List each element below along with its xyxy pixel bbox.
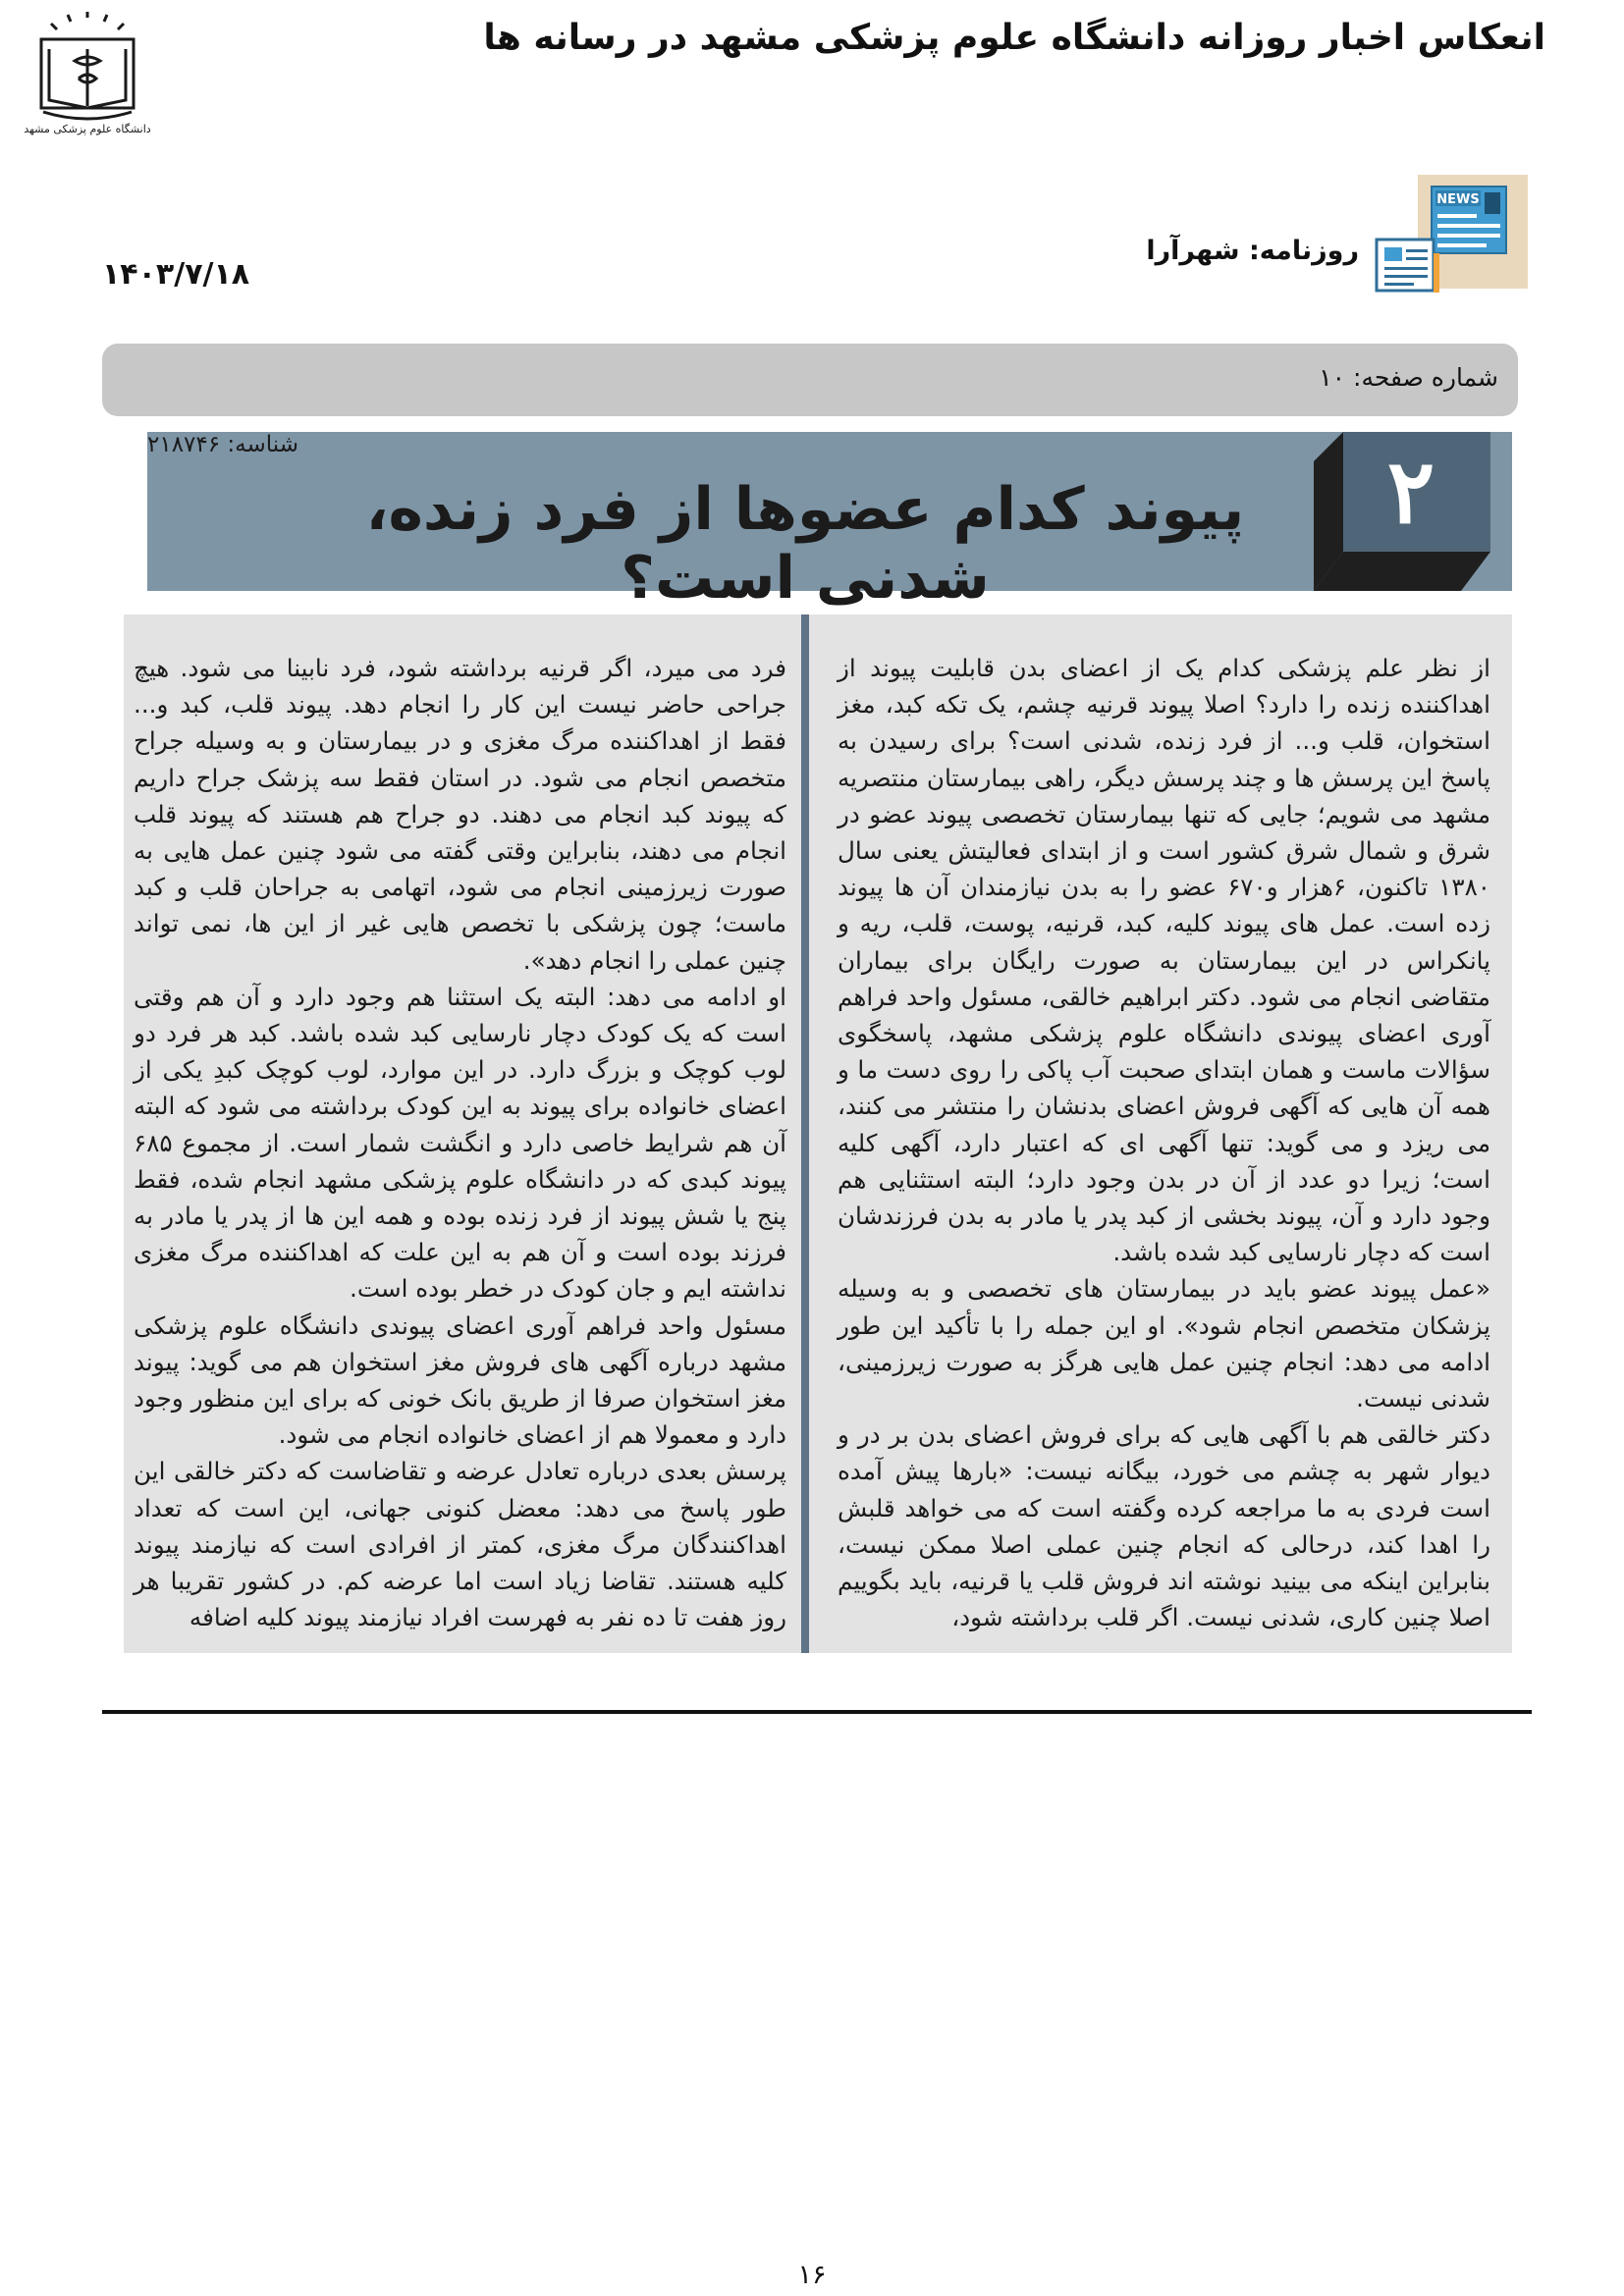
paragraph: فرد می میرد، اگر قرنیه برداشته شود، فرد نابینا می شود. هیچ جراحی حاضر نیست این کار را انجام دهد. پیوند قلب، کبد و... فقط از اهداکننده مرگ مغزی و در بیمارستان و به وسیله جراح متخصص انجام می شود. در استان فقط سه پزشک جراح داریم که پیوند کبد انجام می دهند. دو جراح هم هستند که پیوند قلب انجام می دهند، بنابراین وقتی گفته می شود چنین عمل هایی به صورت زیرزمینی انجام می شود، اتهامی به جراحان قلب و کبد ماست؛ چون پزشکی با تخصص هایی غیر از این ها، نمی تواند چنین عملی را انجام دهد». (134, 654, 786, 975)
page-number-bar (102, 344, 1518, 416)
article-number: ۲ (1386, 440, 1435, 544)
newspaper-icon (1375, 175, 1528, 294)
page-number: شماره صفحه: ۱۰ (1319, 363, 1498, 392)
paragraph: پرسش بعدی درباره تعادل عرضه و تقاضاست که دکتر خالقی این طور پاسخ می دهد: معضل کنونی جهانی، این است که تعداد اهداکنندگان مرگ مغزی، کمتر از افرادی است که نیازمند پیوند کلیه هستند. تقاضا زیاد است اما عرضه کم. در کشور تقریبا هر روز هفت تا ده نفر به فهرست افراد نیازمند پیوند کلیه اضافه (134, 1457, 786, 1632)
newspaper-name: روزنامه: شهرآرا (1146, 236, 1359, 266)
article-column-left (134, 650, 786, 1635)
publication-date: ۱۴۰۳/۷/۱۸ (102, 257, 250, 292)
article-title: پیوند کدام عضوها از فرد زنده، شدنی است؟ (365, 475, 1245, 613)
paragraph: مسئول واحد فراهم آوری اعضای پیوندی دانشگاه علوم پزشکی مشهد درباره آگهی های فروش مغز استخوان هم می گوید: پیوند مغز استخوان صرفا از طریق بانک خونی که برای این منظور وجود دارد و معمولا هم از اعضای خانواده انجام می شود. (134, 1310, 786, 1450)
header-title: انعکاس اخبار روزانه دانشگاه علوم پزشکی مشهد در رسانه ها (483, 18, 1545, 58)
horizontal-rule (102, 1710, 1532, 1714)
svg-text:دانشگاه علوم پزشکی مشهد: دانشگاه علوم پزشکی مشهد (24, 123, 151, 135)
svg-text:NEWS: NEWS (1436, 192, 1480, 207)
paragraph: از نظر علم پزشکی کدام یک از اعضای بدن قابلیت پیوند از اهداکننده زنده را دارد؟ اصلا پیوند قرنیه چشم، یک تکه کبد، مغز استخوان، قلب و... از فرد زنده، شدنی است؟ برای رسیدن به پاسخ این پرسش ها و چند پرسش دیگر، راهی بیمارستان منتصریه مشهد می شویم؛ جایی که تنها بیمارستان تخصصی پیوند عضو در شرق و شمال شرق کشور است و از ابتدای فعالیتش یعنی سال ۱۳۸۰ تاکنون، ۶هزار و۶۷۰ عضو را به بدن نیازمندان آن ها پیوند زده است. عمل های پیوند کلیه، کبد، قرنیه، پوست، قلب، ریه و پانکراس در این بیمارستان به صورت رایگان برای بیماران متقاضی انجام می شود. دکتر ابراهیم خالقی، مسئول واحد فراهم آوری اعضای پیوندی دانشگاه علوم پزشکی مشهد، پاسخگوی سؤالات ماست و همان ابتدای صحبت آب پاکی را روی دست ما و همه آن هایی که آگهی فروش اعضای بدنشان را منتشر می کنند، می ریزد و می گوید: تنها آگهی ای که اعتبار دارد، آگهی کلیه است؛ زیرا دو عدد از آن در بدن وجود دارد؛ البته استثنایی هم وجود دارد و آن، پیوند بخشی از کبد پدر یا مادر به بدن فرزندشان است که دچار نارسایی کبد شده باشد. (838, 654, 1490, 1267)
article-banner (147, 432, 1512, 613)
article-id: شناسه: ۲۱۸۷۴۶ (147, 432, 299, 457)
paragraph: «عمل پیوند عضو باید در بیمارستان های تخصصی و به وسیله پزشکان متخصص انجام شود». او این جمله را با تأکید این طور ادامه می دهد: انجام چنین عمل هایی هرگز به صورت زیرزمینی، شدنی نیست. (838, 1274, 1490, 1414)
paragraph: دکتر خالقی هم با آگهی هایی که برای فروش اعضای بدن بر در و دیوار شهر به چشم می خورد، بیگانه نیست: «بارها پیش آمده است فردی به ما مراجعه کرده وگفته است که می خواهد قلبش را اهدا کند، درحالی که انجام چنین عملی اصلا ممکن نیست، بنابراین اینکه می بینید نوشته اند فروش قلب یا قرنیه، باید بگوییم اصلا چنین کاری، شدنی نیست. اگر قلب برداشته شود، (838, 1420, 1490, 1632)
article-column-right (838, 650, 1490, 1635)
column-divider (801, 614, 809, 1653)
university-logo (14, 10, 161, 137)
article-body (124, 614, 1512, 1653)
footer-page-number: ۱۶ (797, 2260, 827, 2290)
paragraph: او ادامه می دهد: البته یک استثنا هم وجود دارد و آن هم وقتی است که یک کودک دچار نارسایی کبد شده باشد. کبد هر فرد دو لوب کوچک و بزرگ دارد. در این موارد، لوب کوچک کبدِ یکی از اعضای خانواده برای پیوند به این کودک برداشته می شود که البته آن هم شرایط خاصی دارد و انگشت شمار است. از مجموع ۶۸۵ پیوند کبدی که در دانشگاه علوم پزشکی مشهد انجام شده، فقط پنج یا شش پیوند از فرد زنده بوده و همه این ها از پدر یا مادر به فرزند بوده است و آن هم به این علت که اهداکننده مرگ مغزی نداشته ایم و جان کودک در خطر بوده است. (134, 982, 786, 1304)
